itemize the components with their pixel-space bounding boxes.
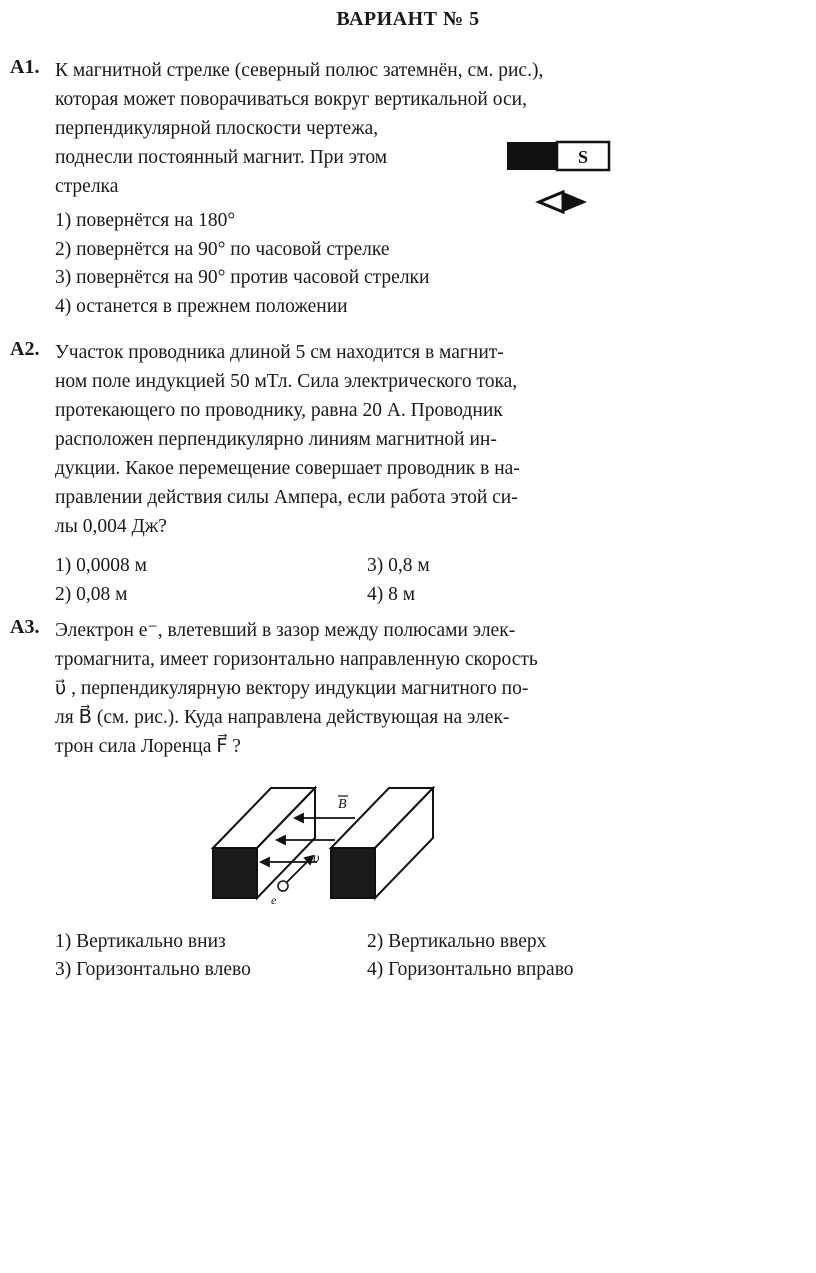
- text-line: трон сила Лоренца F⃗ ?: [55, 736, 241, 757]
- text-line: Участок проводника длиной 5 см находится в магнит-: [55, 342, 504, 363]
- answer-option[interactable]: 2) Вертикально вверх: [367, 931, 547, 952]
- field-label: B: [338, 797, 347, 812]
- text-line: дукции. Какое перемещение совершает проводник в на-: [55, 458, 520, 479]
- answer-option[interactable]: 3) Горизонтально влево: [55, 959, 251, 980]
- text-line: стрелка: [55, 176, 119, 197]
- text-line: протекающего по проводнику, равна 20 А. Проводник: [55, 400, 503, 421]
- question-number: А1.: [10, 56, 40, 78]
- text-line: ном поле индукцией 50 мТл. Сила электрического тока,: [55, 371, 518, 392]
- text-line: К магнитной стрелке (северный полюс затемнён, см. рис.),: [55, 60, 544, 81]
- text-line: поднесли постоянный магнит. При этом: [55, 147, 388, 168]
- page-title: ВАРИАНТ № 5: [336, 8, 480, 30]
- answer-option[interactable]: 2) повернётся на 90° по часовой стрелке: [55, 238, 390, 260]
- text-line: расположен перпендикулярно линиям магнитной ин-: [55, 429, 497, 450]
- answer-option[interactable]: 2) 0,08 м: [55, 584, 128, 605]
- answer-option[interactable]: 3) повернётся на 90° против часовой стрелки: [55, 267, 430, 288]
- electron-label: e: [271, 893, 277, 907]
- text-line: перпендикулярной плоскости чертежа,: [55, 118, 379, 139]
- question-a2: [10, 338, 640, 609]
- answer-options: [55, 207, 640, 321]
- answer-option[interactable]: 1) Вертикально вниз: [55, 931, 226, 952]
- text-line: тромагнита, имеет горизонтально направленную скорость: [55, 649, 538, 670]
- electron: [278, 881, 288, 891]
- question-text: [55, 338, 640, 541]
- magnet-north-pole: [507, 142, 557, 170]
- question-a3-options: [10, 928, 640, 984]
- answer-option[interactable]: 4) останется в прежнем положении: [55, 295, 348, 317]
- needle-north-half: [563, 192, 587, 212]
- answer-options: [55, 551, 640, 609]
- answer-option[interactable]: 1) повернётся на 180°: [55, 210, 236, 231]
- text-line: лы 0,004 Дж?: [55, 516, 167, 537]
- answer-options: [55, 928, 640, 984]
- answer-option[interactable]: 3) 0,8 м: [367, 555, 430, 576]
- text-line: которая может поворачиваться вокруг вертикальной оси,: [55, 89, 527, 110]
- magnet-figure: [505, 140, 615, 215]
- answer-option[interactable]: 4) Горизонтально вправо: [367, 959, 574, 980]
- question-number: А3.: [10, 616, 40, 638]
- text-line: ля B⃗ (см. рис.). Куда направлена действующая на элек-: [55, 707, 510, 728]
- text-line: υ⃗ , перпендикулярную вектору индукции магнитного по-: [55, 678, 529, 699]
- text-line: правлении действия силы Ампера, если работа этой си-: [55, 487, 518, 508]
- magnet-pole-label: S: [577, 147, 589, 167]
- question-text: [55, 616, 640, 761]
- answer-option[interactable]: 4) 8 м: [367, 584, 416, 605]
- answer-option[interactable]: 1) 0,0008 м: [55, 555, 147, 576]
- velocity-label: υ: [313, 851, 320, 866]
- left-pole: [213, 788, 315, 898]
- question-number: А2.: [10, 338, 40, 360]
- question-a3: [10, 616, 640, 761]
- needle-south-half: [539, 192, 563, 212]
- text-line: Электрон e⁻, влетевший в зазор между полюсами элек-: [55, 620, 516, 641]
- electromagnet-figure: [205, 782, 445, 907]
